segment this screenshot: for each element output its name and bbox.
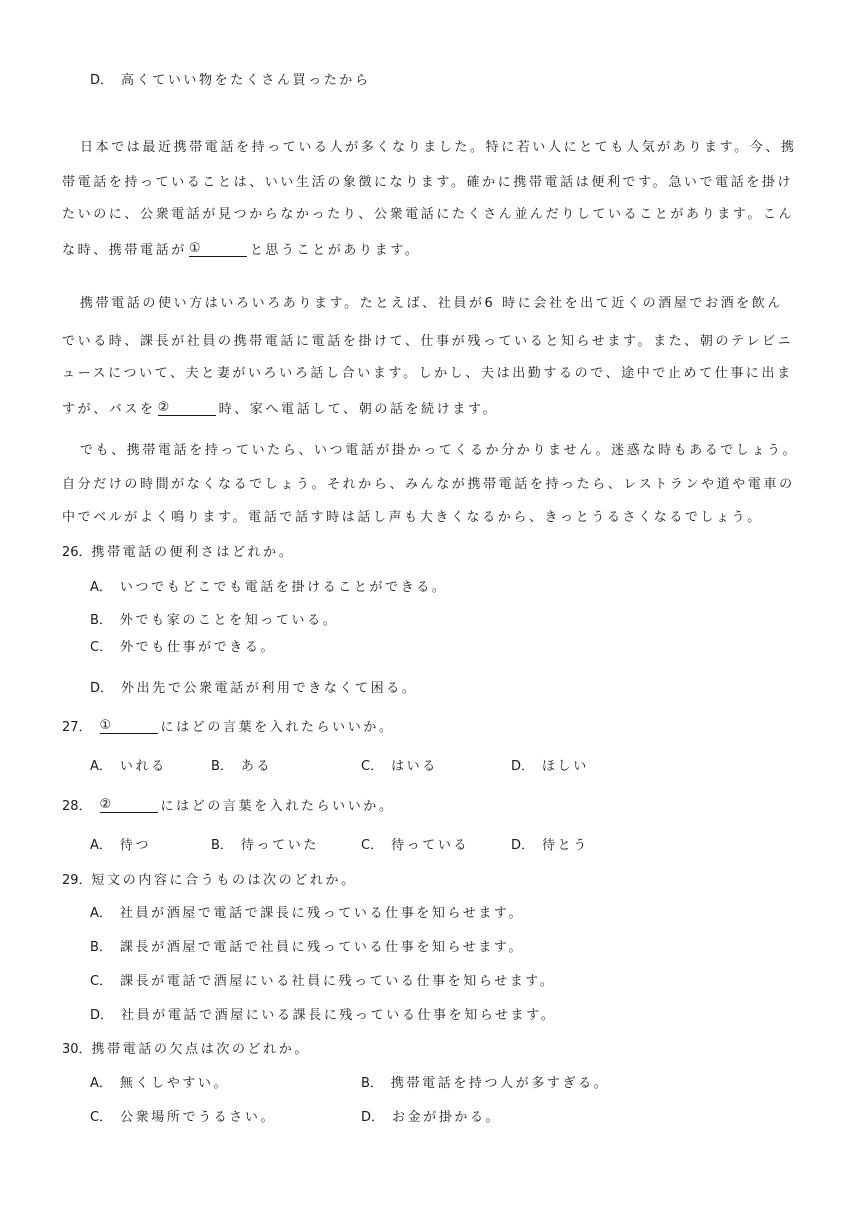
option-c[interactable] <box>361 759 438 775</box>
option-text: 待っている <box>391 838 470 853</box>
option-label: D． <box>511 759 535 774</box>
option-d[interactable] <box>90 681 417 697</box>
question-stem <box>62 873 357 889</box>
passage-line: 日本では最近携帯電話を持っている人が多くなりました。特に若い人にとても人気があります。今、携 <box>80 140 797 155</box>
option-label: C． <box>90 974 113 989</box>
option-text: 無くしやすい。 <box>119 1076 230 1091</box>
option-text: 外でも仕事ができる。 <box>120 640 277 655</box>
option-text: 社員が電話で酒屋にいる課長に残っている仕事を知らせます。 <box>121 1008 557 1023</box>
question-number: 29． <box>62 873 92 888</box>
option-label: B． <box>361 1076 383 1091</box>
option-d[interactable] <box>361 1110 501 1126</box>
option-label: B． <box>211 838 233 853</box>
passage-line <box>62 243 420 259</box>
option-a[interactable] <box>90 1076 229 1092</box>
option-a[interactable] <box>90 838 151 854</box>
option-label: C． <box>361 759 384 774</box>
passage-line <box>62 402 498 418</box>
option-a[interactable] <box>90 759 167 775</box>
passage-text: 時、家へ電話して、朝の話を続けます。 <box>218 402 499 417</box>
option-label: A． <box>90 580 112 595</box>
passage-line: 中でベルがよく鳴ります。電話で話す時は話し声も大きくなるから、きっとうるさくなるでしょう。 <box>62 510 763 525</box>
question-text: にはどの言葉を入れたらいいか。 <box>160 799 395 814</box>
option-text: 外出先で公衆電話が利用できなくて困る。 <box>121 681 418 696</box>
option-label: A． <box>90 838 112 853</box>
blank-number: ① <box>99 718 112 733</box>
prev-option-d <box>90 73 371 89</box>
option-text: 課長が酒屋で電話で社員に残っている仕事を知らせます。 <box>119 940 525 955</box>
question-blank <box>100 799 158 813</box>
question-blank <box>100 720 158 734</box>
option-label: D． <box>90 1008 114 1023</box>
option-label: D． <box>90 681 114 696</box>
option-d[interactable] <box>511 759 589 775</box>
passage-line: でいる時、課長が社員の携帯電話に電話を掛けて、仕事が残っていると知らせます。また、朝のテレビニ <box>62 334 794 349</box>
option-label: C． <box>90 1110 113 1125</box>
passage-line: 帯電話を持っていることは、いい生活の象徴になります。確かに携帯電話は便利です。急いで電話を掛け <box>62 175 794 190</box>
option-label: D． <box>361 1110 385 1125</box>
option-c[interactable] <box>90 1110 276 1126</box>
question-number: 28． <box>62 799 92 814</box>
option-d[interactable] <box>511 838 589 854</box>
blank-2 <box>158 402 216 416</box>
option-c[interactable] <box>90 974 555 990</box>
option-label: D． <box>511 838 535 853</box>
passage-line: でも、携帯電話を持っていたら、いつ電話が掛かってくるか分かりません。迷惑な時もあるでしょう。 <box>80 443 799 458</box>
option-text: 社員が酒屋で電話で課長に残っている仕事を知らせます。 <box>119 906 525 921</box>
passage-text: な時、携帯電話が <box>62 243 187 258</box>
question-text: 携帯電話の欠点は次のどれか。 <box>91 1042 310 1057</box>
option-c[interactable] <box>90 640 276 656</box>
question-stem <box>62 1042 310 1058</box>
option-text: 高くていい物をたくさん買ったから <box>121 73 371 88</box>
question-number: 27． <box>62 720 92 735</box>
option-text: 待つ <box>119 838 152 853</box>
option-label: B． <box>90 613 112 628</box>
question-stem <box>62 545 294 561</box>
option-a[interactable] <box>90 580 448 596</box>
question-text: 携帯電話の便利さはどれか。 <box>91 545 295 560</box>
option-text: 待とう <box>542 838 589 853</box>
option-text: ある <box>240 759 273 774</box>
option-b[interactable] <box>90 613 338 629</box>
option-label: A． <box>90 759 112 774</box>
passage-text: と思うことがあります。 <box>249 243 421 258</box>
option-text: 外でも家のことを知っている。 <box>119 613 339 628</box>
option-text: はいる <box>391 759 438 774</box>
question-number: 30． <box>62 1042 92 1057</box>
blank-number: ② <box>157 400 170 415</box>
option-d[interactable] <box>90 1008 556 1024</box>
option-c[interactable] <box>361 838 469 854</box>
option-b[interactable] <box>361 1076 609 1092</box>
option-a[interactable] <box>90 906 524 922</box>
option-label: C． <box>361 838 384 853</box>
option-text: いれる <box>119 759 167 774</box>
question-text: にはどの言葉を入れたらいいか。 <box>160 720 395 735</box>
blank-number: ② <box>99 797 112 812</box>
option-text: 公衆場所でうるさい。 <box>120 1110 277 1125</box>
option-b[interactable] <box>211 759 272 775</box>
option-b[interactable] <box>211 838 319 854</box>
option-text: 課長が電話で酒屋にいる社員に残っている仕事を知らせます。 <box>120 974 556 989</box>
option-label: B． <box>211 759 233 774</box>
option-text: いつでもどこでも電話を掛けることができる。 <box>119 580 448 595</box>
option-text: 携帯電話を持つ人が多すぎる。 <box>390 1076 610 1091</box>
option-b[interactable] <box>90 940 524 956</box>
passage-line: たいのに、公衆電話が見つからなかったり、公衆電話にたくさん並んだりしていることがあります。こん <box>62 207 795 222</box>
option-text: 待っていた <box>240 838 319 853</box>
passage-text: すが、バスを <box>62 402 156 417</box>
passage-line: ュースについて、夫と妻がいろいろ話し合います。しかし、夫は出勤するので、途中で止めて仕事に出ま <box>62 366 793 381</box>
question-text: 短文の内容に合うものは次のどれか。 <box>91 873 357 888</box>
blank-number: ① <box>188 241 201 256</box>
blank-1 <box>189 243 247 257</box>
question-stem <box>62 720 395 736</box>
option-label: A． <box>90 906 112 921</box>
option-label: D． <box>90 73 114 88</box>
question-number: 26． <box>62 545 92 560</box>
option-label: C． <box>90 640 113 655</box>
passage-line: 携帯電話の使い方はいろいろあります。たとえば、社員が6 時に会社を出て近くの酒屋でお酒を飲ん <box>80 296 783 311</box>
option-text: お金が掛かる。 <box>392 1110 502 1125</box>
question-stem <box>62 799 395 815</box>
option-label: B． <box>90 940 112 955</box>
option-label: A． <box>90 1076 112 1091</box>
passage-line: 自分だけの時間がなくなるでしょう。それから、みんなが携帯電話を持ったら、レストランや道や電車の <box>62 477 795 492</box>
option-text: ほしい <box>542 759 589 774</box>
